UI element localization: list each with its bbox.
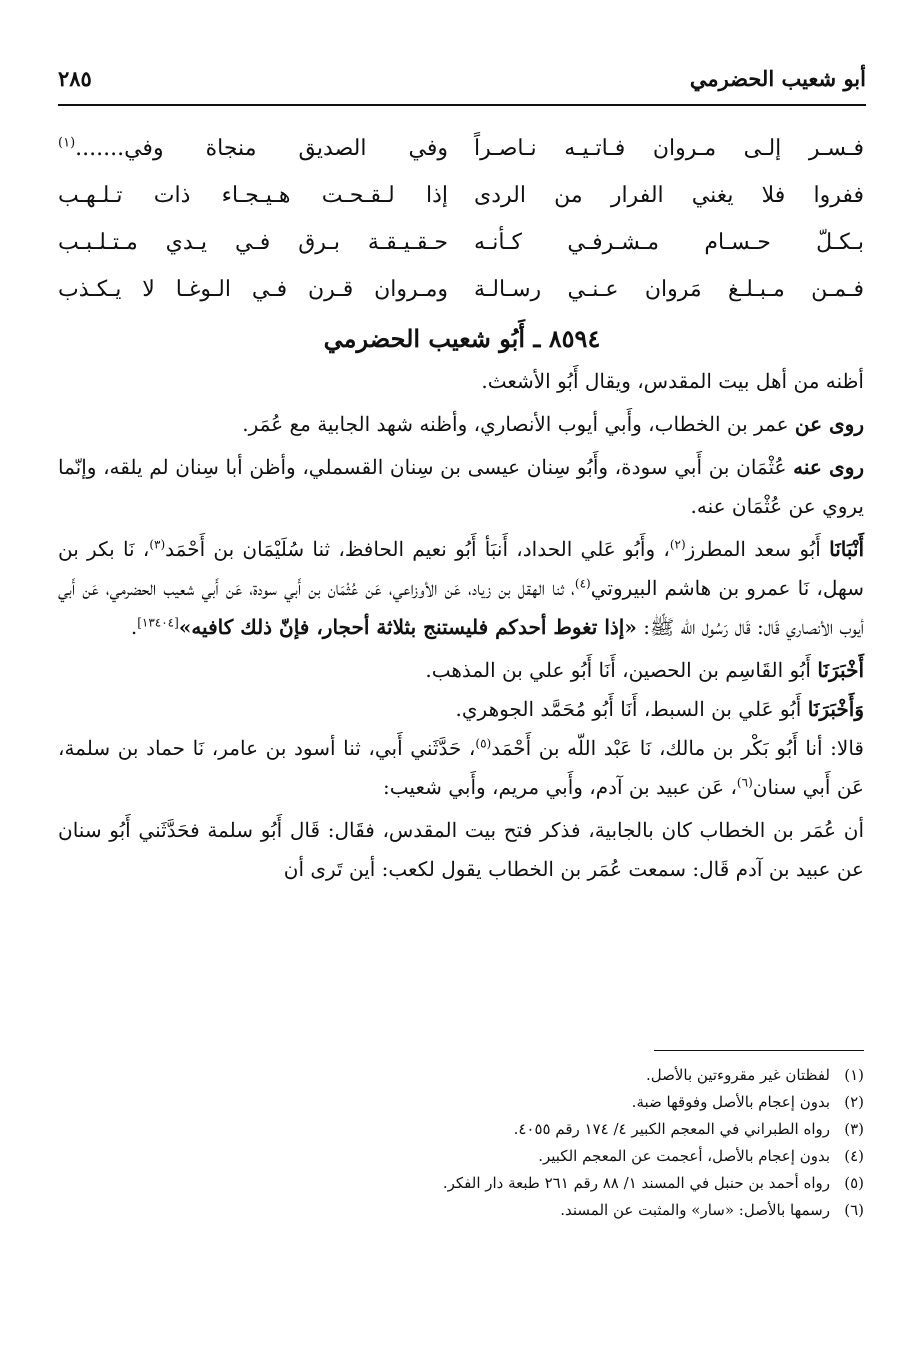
footnote-ref: (٢) (669, 537, 686, 552)
verse-second-hemistich: حـقـيـقـة بـرق فـي يـدي مـتـلـبـب (58, 230, 448, 255)
footnote-number: (٦) (844, 1201, 864, 1219)
footnotes (58, 1062, 864, 1224)
entry-body (58, 362, 864, 889)
paragraph-text: ، عَن عبيد بن آدم، وأَبي مريم، وأَبي شعيب: (383, 775, 737, 799)
footnote-number: (٣) (844, 1120, 864, 1138)
page-number: ٢٨٥ (58, 66, 92, 91)
paragraph-text: ، ثنا الهقل بن زياد، عَن الأوزاعي، عَن عُثْمَان بن أَبي سودة، عَن أَبي شعيب الحضرمي، عَن أَبي أيوب الأنصاري قَال: قَال رَسُول الله ﷺ: (58, 576, 864, 639)
verse (58, 271, 864, 318)
verse (58, 224, 864, 271)
verse-first-hemistich: فـمـن مـبـلـغ مَروان عـنـي رسـالـة (474, 277, 864, 302)
footnote-number: (٥) (844, 1174, 864, 1192)
footnote-text: لفظتان غير مقروءتين بالأصل. (645, 1066, 830, 1084)
footnote-item (58, 1197, 864, 1224)
footnote-item (58, 1089, 864, 1116)
paragraph-text: عمر بن الخطاب، وأَبي أيوب الأنصاري، وأظنه شهد الجابية مع عُمَر. (242, 412, 795, 436)
paragraph-text: أَبُو سعد المطرز (685, 537, 830, 561)
keyword-akhbarana: أَخْبَرَنَا (817, 658, 864, 682)
footnote-number: (٢) (844, 1093, 864, 1111)
header-rule (58, 104, 866, 106)
verse-first-hemistich: ففروا فلا يغني الفرار من الردى (474, 183, 864, 208)
paragraph-text: أَبُو القَاسِم بن الحصين، أَنَا أَبُو علي بن المذهب. (425, 658, 818, 682)
verse-second-hemistich: إذا لـقـحـت هـيـجـاء ذات تـلـهـب (58, 183, 448, 208)
footnote-item (58, 1170, 864, 1197)
footnote-ref: (٣) (149, 537, 166, 552)
footnote-ref: (١) (58, 135, 76, 151)
footnote-ref: (٤) (574, 576, 591, 591)
poem (58, 130, 864, 318)
footnote-text: بدون إعجام بالأصل وفوقها ضبة. (631, 1093, 830, 1111)
paragraph-narration: أن عُمَر بن الخطاب كان بالجابية، فذكر فتح بيت المقدس، فقَال: قَال أَبُو سلمة فحَدَّثَني أَبُو سنان عن عبيد بن آدم قَال: سمعت عُمَر بن الخطاب يقول لكعب: أين تَرى أن (58, 818, 864, 881)
paragraph-text: ، وأَبُو عَلي الحداد، أَنبَأ أَبُو نعيم الحافظ، ثنا سُلَيْمَان بن أَحْمَد (165, 537, 670, 561)
paragraph-akhbarana-1 (58, 651, 864, 690)
paragraph-narrated-by (58, 448, 864, 526)
verse-text: وفي الصديق منجاة وفي....... (75, 136, 448, 161)
footnote-number: (١) (844, 1066, 864, 1084)
verse (58, 130, 864, 177)
running-title: أبو شعيب الحضرمي (689, 66, 866, 91)
verse-second-hemistich: ومـروان قـرن فـي الـوغـا لا يـكـذب (58, 277, 448, 302)
footnote-text: رواه أحمد بن حنبل في المسند ١/ ٨٨ رقم ٢٦١ طبعة دار الفكر. (442, 1174, 830, 1192)
footnote-text: رسمها بالأصل: «سار» والمثبت عن المسند. (560, 1201, 830, 1219)
entry-heading: ٨٥٩٤ ـ أَبُو شعيب الحضرمي (323, 324, 601, 353)
paragraph-narrated-from (58, 405, 864, 444)
keyword-anbana: أَنْبَانَا (829, 537, 865, 561)
paragraph-akhbarana-2 (58, 690, 864, 729)
verse-first-hemistich: بـكـلّ حـسـام مـشـرفـي كـأنـه (474, 230, 864, 255)
paragraph-text: ، حَدَّثَني أَبي، ثنا أسود بن عامر، نَا حماد بن سلمة، عَن أَبي سنان (58, 736, 864, 799)
verse (58, 177, 864, 224)
page-header (58, 60, 866, 100)
footnote-number: (٤) (844, 1147, 864, 1165)
paragraph-isnad (58, 530, 864, 647)
footnote-rule (654, 1050, 864, 1051)
footnote-ref: (٦) (736, 775, 753, 790)
paragraph-text: ، نَا بكر بن سهل، نَا عمرو بن هاشم البيروتي (58, 537, 864, 600)
paragraph-qala (58, 729, 864, 807)
keyword-narrated-by: روى عنه (793, 455, 865, 479)
paragraph-text: . (130, 615, 138, 639)
keyword-wa-akhbarana: وَأَخْبَرَنَا (807, 697, 864, 721)
verse-first-hemistich: فـسـر إلـى مـروان فـاتـيـه نـاصـراً (474, 136, 864, 161)
footnote-item (58, 1062, 864, 1089)
paragraph-text: عُثْمَان بن أَبي سودة، وأَبُو سِنان عيسى بن سِنان القسملي، وأظن أبا سِنان لم يلقه، وإنّما يروي عن عُثْمَان عنه. (58, 455, 864, 518)
footnote-ref: (٥) (475, 736, 492, 751)
verse-second-hemistich (58, 136, 448, 161)
paragraph-text: قالا: أنا أَبُو بَكْر بن مالك، نَا عَبْد اللّه بن أَحْمَد (491, 736, 864, 760)
keyword-narrated-from: روى عن (794, 412, 864, 436)
footnote-item (58, 1143, 864, 1170)
hadith-number: [١٣٤٠٤] (137, 615, 179, 630)
footnote-text: رواه الطبراني في المعجم الكبير ٤/ ١٧٤ رقم ٤٠٥٥. (513, 1120, 830, 1138)
hadith-text: «إذا تغوط أحدكم فليستنج بثلاثة أحجار، فإنّ ذلك كافيه» (178, 615, 637, 639)
footnote-item (58, 1116, 864, 1143)
footnote-text: بدون إعجام بالأصل، أعجمت عن المعجم الكبير. (538, 1147, 830, 1165)
paragraph-intro: أظنه من أهل بيت المقدس، ويقال أَبُو الأشعث. (481, 369, 864, 393)
paragraph-text: أَبُو عَلي بن السبط، أَنَا أَبُو مُحَمَّد الجوهري. (455, 697, 808, 721)
